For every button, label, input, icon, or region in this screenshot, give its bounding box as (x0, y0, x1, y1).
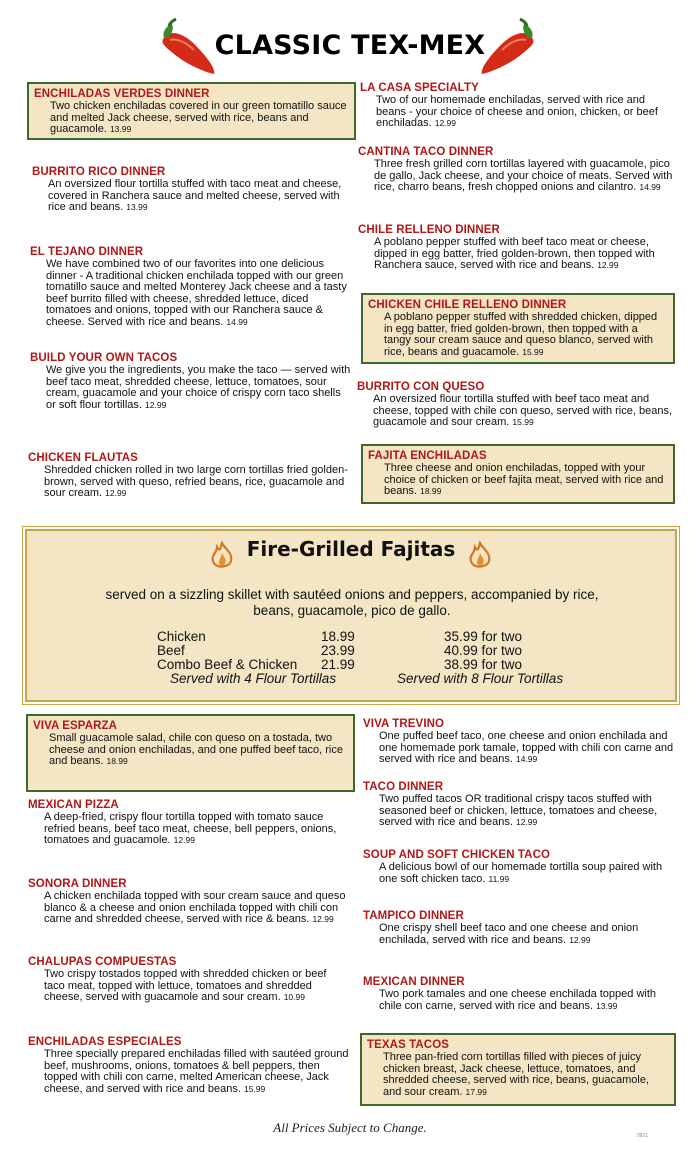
item-price: 12.99 (312, 914, 334, 925)
item-name: CANTINA TACO DINNER (358, 146, 494, 158)
item-name: TACO DINNER (363, 781, 444, 793)
chili-pepper-icon (478, 18, 540, 76)
item-description: We give you the ingredients, you make the taco — served with beef taco meat, shredded cheese, lettuce, tomatoes, sour cream, guacamole and your choice of crispy corn taco shells or soft flour tortillas. 12.99 (46, 364, 351, 411)
item-description: Two puffed tacos OR traditional crispy tacos stuffed with seasoned beef or chicken, lettuce, tomatoes and cheese, served with rice and beans. 12.99 (379, 793, 658, 829)
menu-item (361, 444, 675, 504)
fajita-option-name: Beef (157, 643, 185, 658)
item-price: 18.99 (106, 756, 128, 767)
item-description: Small guacamole salad, chile con queso on a tostada, two cheese and onion enchiladas, and one puffed beef taco, rice and beans. 18.99 (49, 732, 343, 768)
item-description: An oversized flour tortilla stuffed with taco meat and cheese, covered in Ranchera sauce and melted cheese, served with rice and beans. 13.99 (48, 178, 342, 214)
item-price: 12.99 (434, 118, 456, 129)
menu-item (361, 293, 675, 364)
item-name: MEXICAN PIZZA (28, 799, 119, 811)
item-price: 17.99 (465, 1086, 487, 1097)
item-price: 14.99 (515, 754, 538, 765)
menu-item (363, 781, 678, 829)
item-name: BURRITO CON QUESO (357, 381, 485, 393)
item-description: Two of our homemade enchiladas, served with rice and beans - your choice of cheese and onion, chicken, or beef enchiladas. 12.99 (376, 94, 658, 130)
item-price: 12.99 (597, 260, 619, 271)
fajita-option-name: Chicken (157, 629, 206, 644)
item-price: 15.99 (522, 346, 544, 357)
menu-item (357, 381, 677, 429)
menu-item (27, 82, 356, 140)
item-description: A delicious bowl of our homemade tortilla soup paired with one soft chicken taco. 11.99 (379, 861, 663, 885)
item-name: LA CASA SPECIALTY (360, 82, 479, 94)
item-price: 12.99 (145, 399, 167, 410)
menu-item (360, 1033, 676, 1106)
menu-title: CLASSIC TEX-MEX (214, 30, 486, 61)
fajitas-note: Served with 8 Flour Tortillas (397, 671, 564, 686)
item-name: VIVA TREVINO (363, 718, 445, 730)
fajita-price-for-two: 35.99 for two (444, 629, 523, 644)
item-name: ENCHILADAS VERDES DINNER (34, 88, 210, 100)
item-price: 14.99 (226, 316, 248, 327)
item-price: 15.99 (243, 1083, 266, 1094)
item-description: Two pork tamales and one cheese enchilada topped with chile con carne, served with rice and beans. 13.99 (379, 988, 657, 1012)
item-name: BUILD YOUR OWN TACOS (30, 352, 178, 364)
fajitas-subtitle: served on a sizzling skillet with sautéed onions and peppers, accompanied by rice, beans, guacamole, pico de gallo. (105, 587, 599, 618)
menu-item (363, 718, 676, 766)
item-description: Three specially prepared enchiladas filled with sautéed ground beef, mushrooms, onions, tomatoes & bell peppers, then topped with chili con carne, melted American cheese, Jack cheese, and served with rice and beans. 15.99 (44, 1048, 349, 1095)
fajitas-single-prices (321, 630, 381, 672)
fajitas-double-prices (444, 630, 574, 672)
item-description: One puffed beef taco, one cheese and onion enchilada and one homemade pork tamale, topped with chili con carne and served with rice and beans. 14.99 (379, 730, 674, 766)
item-name: CHALUPAS COMPUESTAS (28, 956, 177, 968)
item-price: 15.99 (512, 417, 534, 428)
item-price: 13.99 (109, 124, 132, 135)
menu-item (28, 878, 350, 926)
fajita-price: 23.99 (321, 643, 355, 658)
item-price: 14.99 (639, 182, 661, 193)
item-name: CHICKEN CHILE RELLENO DINNER (368, 299, 567, 311)
item-description: A poblano pepper stuffed with beef taco meat or cheese, dipped in egg batter, fried golden-brown, then topped with Ranchera sauce, served with rice and beans. 12.99 (374, 236, 655, 272)
item-description: Two crispy tostados topped with shredded chicken or beef taco meat, topped with lettuce, tomatoes and shredded cheese, served with guacamole and sour cream. 10.99 (44, 968, 327, 1004)
item-description: An oversized flour tortilla stuffed with beef taco meat and cheese, topped with chile con queso, served with rice, beans, guacamole and sour cream. 15.99 (373, 393, 673, 429)
menu-item (358, 224, 677, 272)
item-description: A chicken enchilada topped with sour cream sauce and queso blanco & a cheese and onion enchilada topped with chili con carne and shredded cheese, served with rice & beans. 12.99 (44, 890, 346, 926)
menu-item (28, 799, 350, 847)
item-description: One crispy shell beef taco and one cheese and onion enchilada, served with rice and beans. 12.99 (379, 922, 639, 946)
item-name: BURRITO RICO DINNER (32, 166, 166, 178)
item-name: CHILE RELLENO DINNER (358, 224, 500, 236)
item-name: CHICKEN FLAUTAS (28, 452, 138, 464)
item-description: A poblano pepper stuffed with shredded chicken, dipped in egg batter, fried golden-brown, then topped with a tangy sour cream sauce and queso blanco, served with rice, beans and guacamole. 15.99 (384, 311, 658, 358)
item-name: FAJITA ENCHILADAS (368, 450, 487, 462)
item-description: Three pan-fried corn tortillas filled with pieces of juicy chicken breast, Jack cheese, lettuce, tomatoes, and shredded cheese, served with rice, beans, guacamole, and sour cream. 17.99 (383, 1051, 649, 1098)
flame-icon (465, 541, 495, 571)
item-price: 12.99 (569, 934, 591, 945)
item-name: VIVA ESPARZA (33, 720, 118, 732)
item-price: 13.99 (126, 202, 148, 213)
menu-item (363, 849, 663, 885)
item-description: Three fresh grilled corn tortillas layered with guacamole, pico de gallo, Jack cheese, and your choice of meats. Served with rice, charro beans, fresh chopped onions and cilantro. 14.99 (374, 158, 673, 194)
fajita-price: 21.99 (321, 657, 355, 672)
menu-item (28, 452, 350, 500)
menu-item (30, 246, 352, 329)
menu-item (363, 910, 676, 946)
menu-item (28, 956, 350, 1004)
item-price: 10.99 (283, 992, 305, 1003)
item-name: SONORA DINNER (28, 878, 127, 890)
fajitas-section (25, 529, 677, 702)
item-price: 13.99 (596, 1000, 618, 1011)
item-name: MEXICAN DINNER (363, 976, 465, 988)
fajitas-title: Fire-Grilled Fajitas (246, 537, 456, 561)
menu-item (358, 146, 675, 194)
item-price: 11.99 (488, 873, 510, 884)
menu-item (30, 352, 352, 411)
fajita-price-for-two: 40.99 for two (444, 643, 523, 658)
item-name: EL TEJANO DINNER (30, 246, 144, 258)
item-name: SOUP AND SOFT CHICKEN TACO (363, 849, 551, 861)
item-price: 12.99 (515, 817, 538, 828)
price-disclaimer: All Prices Subject to Change. (273, 1120, 427, 1135)
item-description: Two chicken enchiladas covered in our green tomatillo sauce and melted Jack cheese, served with rice, beans and guacamole. 13.99 (50, 100, 347, 136)
item-price: 18.99 (420, 486, 442, 497)
fajitas-note: Served with 4 Flour Tortillas (170, 671, 337, 686)
item-name: TEXAS TACOS (367, 1039, 450, 1051)
menu-item (32, 166, 352, 214)
item-price: 12.99 (105, 488, 127, 499)
menu-item (360, 82, 675, 130)
fajita-price-for-two: 38.99 for two (444, 657, 523, 672)
fajitas-names (157, 630, 327, 672)
fajita-option-name: Combo Beef & Chicken (157, 657, 298, 672)
item-name: TAMPICO DINNER (363, 910, 464, 922)
menu-item (363, 976, 676, 1012)
item-name: ENCHILADAS ESPECIALES (28, 1036, 182, 1048)
item-description: Shredded chicken rolled in two large corn tortillas fried golden-brown, served with queso, refried beans, rice, guacamole and sour cream. 12.99 (44, 464, 348, 500)
item-description: We have combined two of our favorites into one delicious dinner - A traditional chicken enchilada topped with our green tomatillo sauce and melted Monterey Jack cheese and a tasty beef burrito filled with cheese, shredded lettuce, diced tomatoes and onions, topped with our Ranchera sauce & cheese. Served with rice and beans. 14.99 (46, 258, 347, 328)
menu-header (0, 14, 700, 74)
item-price: 12.99 (173, 835, 195, 846)
item-description: Three cheese and onion enchiladas, topped with your choice of chicken or beef fajita meat, served with rice and beans. 18.99 (384, 462, 664, 498)
fajita-price: 18.99 (321, 629, 355, 644)
menu-item (28, 1036, 352, 1095)
menu-item (26, 714, 355, 792)
item-description: A deep-fried, crispy flour tortilla topped with tomato sauce refried beans, beef taco meat, cheese, bell peppers, onions, tomatoes and guacamole. 12.99 (44, 811, 337, 847)
print-code: 0821 (637, 1133, 649, 1139)
